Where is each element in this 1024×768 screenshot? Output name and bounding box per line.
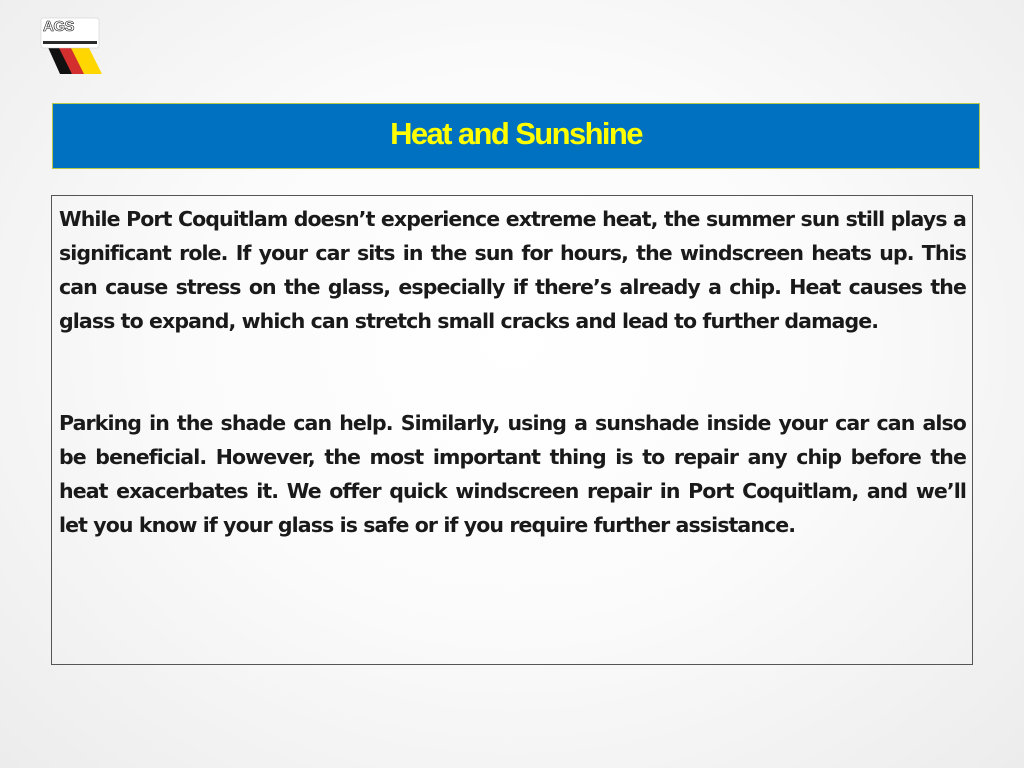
paragraph-heat: While Port Coquitlam doesn’t experience extreme heat, the summer sun still plays a significant role. If your car sits in the sun for hours, the windscreen heats up. This can cause stress on the glass, especially if there’s already a chip. Heat causes the glass to expand, which can stretch small cracks and lead to further damage. [59, 207, 966, 333]
paragraph-shade: Parking in the shade can help. Similarly, using a sunshade inside your car can also be beneficial. However, the most important thing is to repair any chip before the heat exacerbates it. We offer quick windscreen repair in Port Coquitlam, and we’ll let you know if your glass is safe or if you require further assistance. [59, 411, 966, 537]
company-logo [38, 14, 104, 80]
slide-title: Heat and Sunshine [390, 116, 642, 151]
logo-tagline-bar [43, 41, 97, 44]
logo-text: AGS [43, 18, 75, 35]
title-bar [52, 103, 980, 169]
content-box [51, 195, 973, 665]
